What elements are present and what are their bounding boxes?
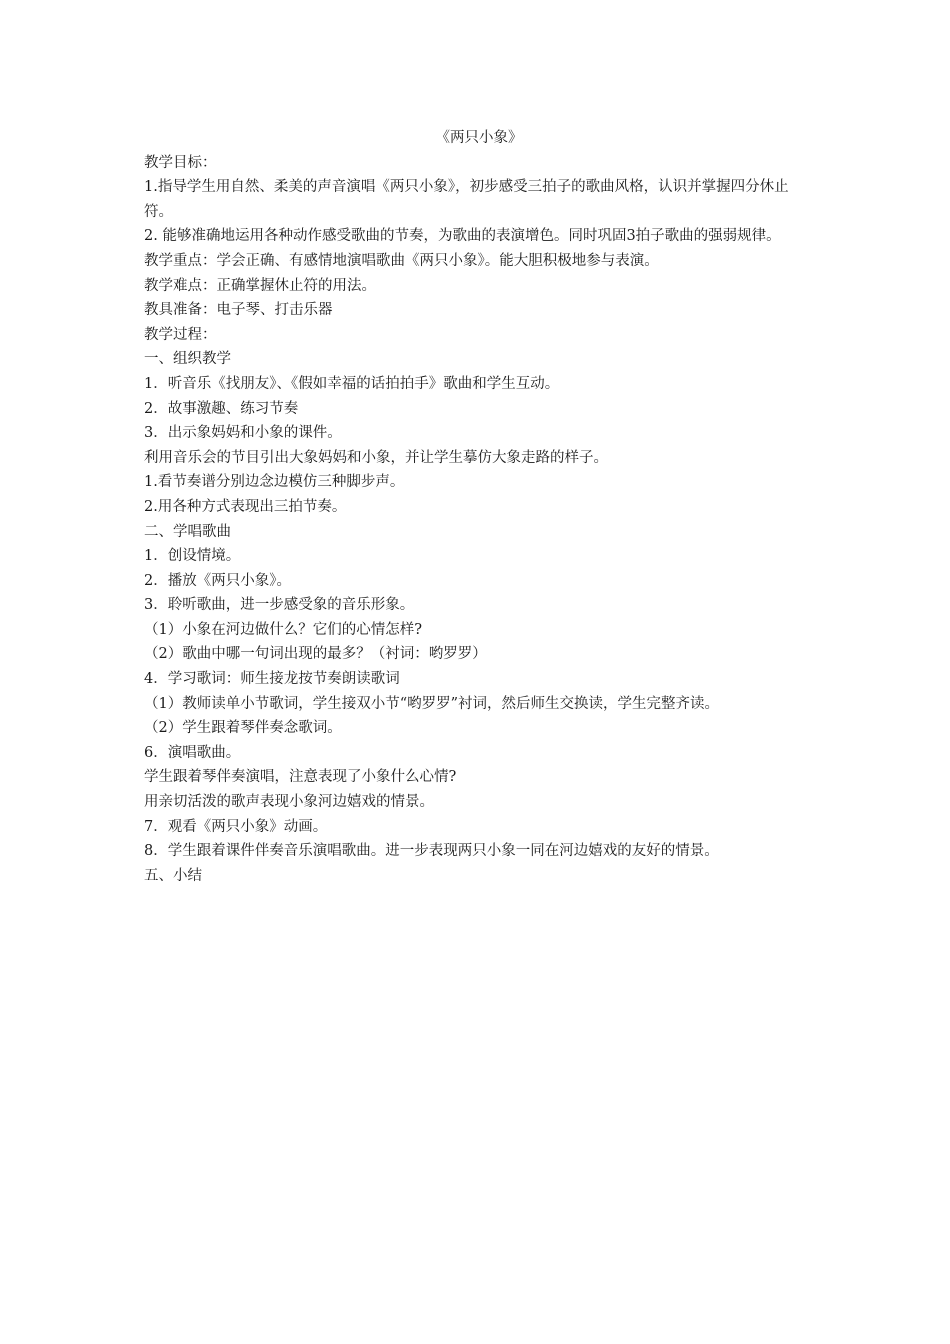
paragraph: 二、学唱歌曲 (144, 523, 231, 540)
paragraph: 五、小结 (144, 867, 202, 884)
paragraph: （2）学生跟着琴伴奏念歌词。 (144, 720, 342, 737)
paragraph: 2.用各种方式表现出三拍节奏。 (144, 498, 347, 515)
paragraph: 2．播放《两只小象》。 (144, 572, 291, 589)
paragraph: （1）教师读单小节歌词，学生接双小节“哟罗罗”衬词，然后师生交换读，学生完整齐读。 (144, 695, 720, 712)
document-title: 《两只小象》 (435, 130, 523, 146)
paragraph: 6．演唱歌曲。 (144, 744, 241, 761)
paragraph: 8．学生跟着课件伴奏音乐演唱歌曲。进一步表现两只小象一同在河边嬉戏的友好的情景。 (144, 843, 719, 860)
paragraph: 教学目标： (144, 154, 217, 171)
paragraph: 1.指导学生用自然、柔美的声音演唱《两只小象》，初步感受三拍子的歌曲风格，认识并掌握四分休止符。 (144, 179, 789, 220)
paragraph: 1.看节奏谱分别边念边模仿三种脚步声。 (144, 474, 405, 491)
paragraph: 利用音乐会的节目引出大象妈妈和小象，并让学生摹仿大象走路的样子。 (144, 449, 608, 466)
paragraph: 教学重点：学会正确、有感情地演唱歌曲《两只小象》。能大胆积极地参与表演。 (144, 252, 659, 269)
paragraph: 3．聆听歌曲，进一步感受象的音乐形象。 (144, 597, 415, 614)
paragraph: 一、组织教学 (144, 351, 231, 368)
paragraph: （1）小象在河边做什么？它们的心情怎样? (144, 621, 422, 638)
paragraph: 1．听音乐《找朋友》、《假如幸福的话拍拍手》歌曲和学生互动。 (144, 375, 560, 392)
paragraph: 用亲切活泼的歌声表现小象河边嬉戏的情景。 (144, 794, 434, 811)
paragraph: 2. 能够准确地运用各种动作感受歌曲的节奏，为歌曲的表演增色。同时巩固3拍子歌曲的强弱规律。 (144, 228, 781, 245)
paragraph: 学生跟着琴伴奏演唱，注意表现了小象什么心情? (144, 769, 457, 786)
paragraph: 2．故事激趣、练习节奏 (144, 400, 299, 417)
paragraph: 教学过程： (144, 326, 217, 343)
paragraph: 4．学习歌词：师生接龙按节奏朗读歌词 (144, 671, 400, 688)
paragraph: 1．创设情境。 (144, 548, 241, 565)
paragraph: （2）歌曲中哪一句词出现的最多？（衬词：哟罗罗） (144, 646, 487, 663)
paragraph: 教学难点：正确掌握休止符的用法。 (144, 277, 376, 294)
paragraph: 3．出示象妈妈和小象的课件。 (144, 425, 342, 442)
paragraph: 7．观看《两只小象》动画。 (144, 818, 328, 835)
document-body (144, 126, 814, 888)
paragraph-list (144, 151, 814, 889)
paragraph: 教具准备：电子琴、打击乐器 (144, 302, 333, 319)
